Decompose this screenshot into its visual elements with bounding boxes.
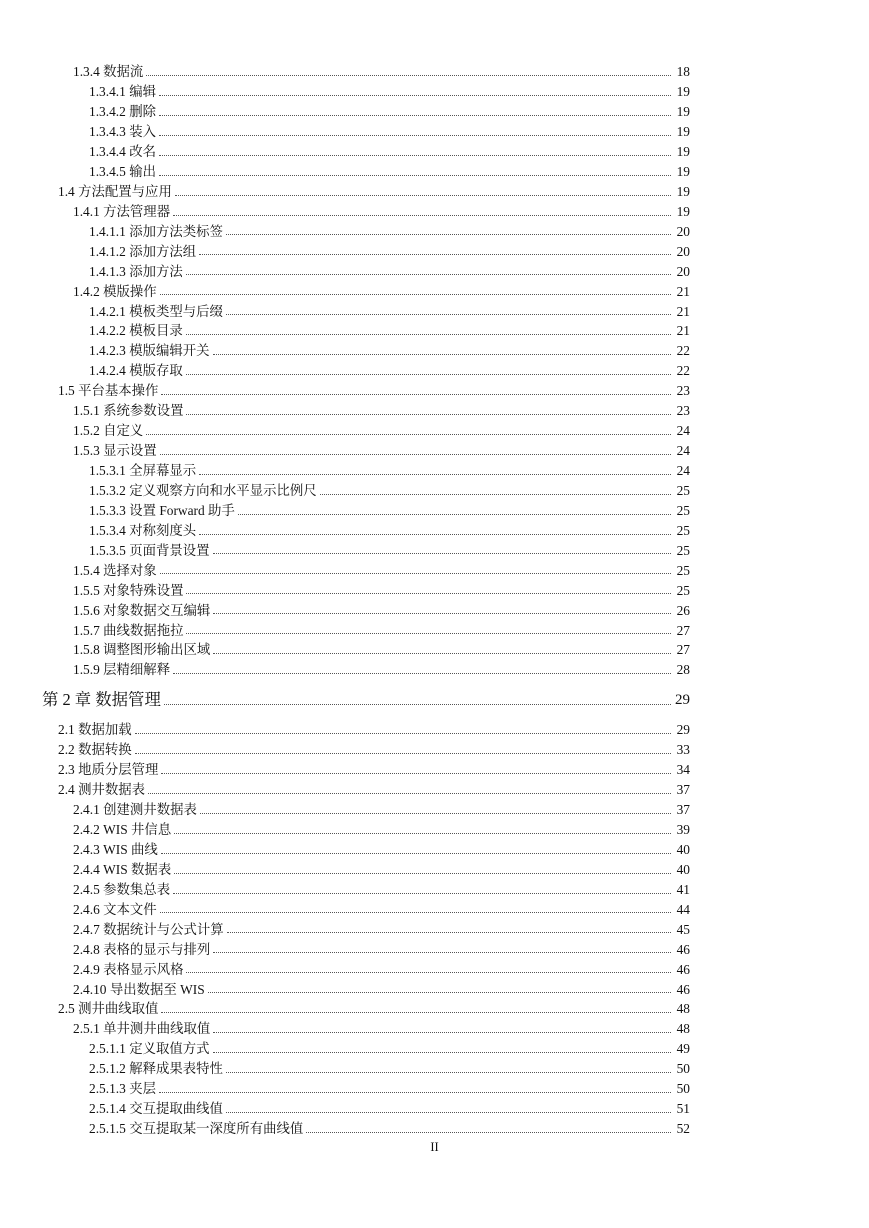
toc-entry-page: 39 bbox=[676, 822, 690, 838]
toc-entry-title: 编辑 bbox=[129, 84, 156, 100]
dot-leader bbox=[213, 1031, 671, 1033]
toc-entry-page: 28 bbox=[676, 662, 690, 678]
toc-entry-title: 定义观察方向和水平显示比例尺 bbox=[129, 482, 317, 498]
toc-entry-page: 20 bbox=[676, 263, 690, 279]
toc-entry[interactable] bbox=[0, 461, 869, 481]
toc-entry-number: 1.5.3.5 bbox=[89, 542, 126, 558]
toc-entry-number: 2.4.8 bbox=[73, 941, 100, 957]
toc-entry[interactable] bbox=[0, 481, 869, 501]
toc-entry[interactable] bbox=[0, 222, 869, 242]
toc-entry-page: 29 bbox=[675, 691, 690, 708]
toc-entry[interactable] bbox=[0, 860, 869, 880]
toc-entry-title: 数据加载 bbox=[78, 722, 132, 738]
toc-entry-title: 测井数据表 bbox=[78, 782, 146, 798]
toc-entry-title: 数据管理 bbox=[95, 689, 161, 709]
toc-entry-title: 对象特殊设置 bbox=[103, 582, 184, 598]
toc-entry-page: 24 bbox=[676, 423, 690, 439]
toc-entry[interactable] bbox=[0, 202, 869, 222]
dot-leader bbox=[213, 652, 671, 654]
toc-entry-page: 25 bbox=[676, 502, 690, 518]
toc-entry-number: 2.4.3 bbox=[73, 841, 100, 857]
dot-leader bbox=[161, 393, 671, 395]
toc-entry-page: 21 bbox=[676, 283, 690, 299]
dot-leader bbox=[135, 732, 671, 734]
toc-entry-title: WIS 曲线 bbox=[103, 841, 158, 857]
dot-leader bbox=[200, 812, 671, 814]
dot-leader bbox=[146, 433, 671, 435]
toc-entry[interactable] bbox=[0, 820, 869, 840]
toc-entry-title: 添加方法组 bbox=[129, 243, 197, 259]
dot-leader bbox=[208, 991, 671, 993]
dot-leader bbox=[161, 852, 671, 854]
dot-leader bbox=[160, 453, 671, 455]
toc-entry[interactable] bbox=[0, 501, 869, 521]
dot-leader bbox=[175, 194, 671, 196]
toc-entry-number: 2.5.1.2 bbox=[89, 1061, 126, 1077]
dot-leader bbox=[160, 293, 671, 295]
toc-entry-page: 23 bbox=[676, 403, 690, 419]
toc-entry-number: 1.4.1.2 bbox=[89, 243, 126, 259]
toc-entry-number: 1.5.3 bbox=[73, 443, 100, 459]
toc-entry[interactable] bbox=[0, 122, 869, 142]
toc-entry[interactable] bbox=[0, 660, 869, 680]
dot-leader bbox=[186, 413, 671, 415]
toc-entry[interactable] bbox=[0, 62, 869, 82]
toc-entry-page: 19 bbox=[676, 104, 690, 120]
toc-entry-page: 19 bbox=[676, 124, 690, 140]
toc-entry-title: 定义取值方式 bbox=[129, 1041, 210, 1057]
toc-entry-page: 27 bbox=[676, 622, 690, 638]
dot-leader bbox=[135, 752, 671, 754]
toc-entry-page: 51 bbox=[676, 1101, 690, 1117]
toc-entry[interactable] bbox=[0, 900, 869, 920]
toc-entry-title: 数据流 bbox=[103, 64, 144, 80]
dot-leader bbox=[159, 174, 671, 176]
toc-entry[interactable] bbox=[0, 82, 869, 102]
toc-entry-title: 方法配置与应用 bbox=[78, 183, 172, 199]
toc-entry-number: 2.1 bbox=[58, 722, 75, 738]
toc-entry-title: 层精细解释 bbox=[103, 662, 171, 678]
toc-entry-number: 1.5.2 bbox=[73, 423, 100, 439]
dot-leader bbox=[306, 1131, 671, 1133]
dot-leader bbox=[159, 154, 671, 156]
toc-entry-title: 交互提取某一深度所有曲线值 bbox=[129, 1121, 304, 1137]
toc-entry-title: 对象数据交互编辑 bbox=[103, 602, 211, 618]
toc-entry-title: 解释成果表特性 bbox=[129, 1061, 223, 1077]
toc-entry-number: 1.5.4 bbox=[73, 562, 100, 578]
toc-entry-number: 1.5.9 bbox=[73, 662, 100, 678]
toc-entry-number: 1.5.3.3 bbox=[89, 502, 126, 518]
dot-leader bbox=[148, 792, 671, 794]
toc-entry-title: 调整图形输出区域 bbox=[103, 642, 211, 658]
toc-entry-page: 48 bbox=[676, 1021, 690, 1037]
toc-entry-page: 50 bbox=[676, 1061, 690, 1077]
toc-entry-page: 24 bbox=[676, 463, 690, 479]
toc-entry-number: 1.3.4.2 bbox=[89, 104, 126, 120]
toc-entry-title: 参数集总表 bbox=[103, 881, 171, 897]
toc-entry-title: 模版存取 bbox=[129, 363, 183, 379]
toc-entry-number: 2.4.9 bbox=[73, 961, 100, 977]
toc-entry-page: 45 bbox=[676, 921, 690, 937]
toc-entry-page: 25 bbox=[676, 522, 690, 538]
toc-entry-page: 19 bbox=[676, 84, 690, 100]
toc-entry-number: 2.5 bbox=[58, 1001, 75, 1017]
dot-leader bbox=[226, 233, 671, 235]
toc-entry-number: 1.4 bbox=[58, 183, 75, 199]
dot-leader bbox=[173, 892, 671, 894]
toc-entry-page: 25 bbox=[676, 562, 690, 578]
dot-leader bbox=[226, 1111, 671, 1113]
toc-entry-page: 46 bbox=[676, 981, 690, 997]
toc-entry[interactable] bbox=[0, 281, 869, 301]
toc-entry-number: 2.4.5 bbox=[73, 881, 100, 897]
dot-leader bbox=[186, 373, 671, 375]
toc-entry-title: 地质分层管理 bbox=[78, 762, 159, 778]
toc-entry[interactable] bbox=[0, 800, 869, 820]
toc-entry-title: 设置 Forward 助手 bbox=[129, 502, 235, 518]
toc-entry[interactable] bbox=[0, 919, 869, 939]
toc-entry-title: 对称刻度头 bbox=[129, 522, 197, 538]
toc-entry-page: 19 bbox=[676, 144, 690, 160]
dot-leader bbox=[213, 951, 671, 953]
toc-entry-title: 导出数据至 WIS bbox=[109, 981, 205, 997]
dot-leader bbox=[199, 253, 671, 255]
toc-entry-page: 26 bbox=[676, 602, 690, 618]
toc-chapter-entry[interactable] bbox=[0, 680, 869, 720]
toc-entry-page: 40 bbox=[676, 861, 690, 877]
toc-entry-number: 2.5.1.5 bbox=[89, 1121, 126, 1137]
toc-entry-number: 2.2 bbox=[58, 742, 75, 758]
toc-entry-page: 48 bbox=[676, 1001, 690, 1017]
dot-leader bbox=[186, 971, 671, 973]
toc-entry-number: 1.4.2.4 bbox=[89, 363, 126, 379]
toc-entry-number: 1.5 bbox=[58, 383, 75, 399]
toc-entry[interactable] bbox=[0, 979, 869, 999]
toc-entry[interactable] bbox=[0, 620, 869, 640]
toc-entry-page: 21 bbox=[676, 323, 690, 339]
dot-leader bbox=[227, 931, 671, 933]
toc-entry[interactable] bbox=[0, 740, 869, 760]
toc-entry-number: 1.4.1 bbox=[73, 203, 100, 219]
toc-entry-number: 2.4.7 bbox=[73, 921, 100, 937]
toc-entry[interactable] bbox=[0, 421, 869, 441]
toc-entry-number: 1.3.4.4 bbox=[89, 144, 126, 160]
toc-entry-title: 创建测井数据表 bbox=[103, 802, 197, 818]
toc-entry-number: 1.5.3.4 bbox=[89, 522, 126, 538]
toc-entry-number: 1.3.4.1 bbox=[89, 84, 126, 100]
dot-leader bbox=[173, 672, 671, 674]
toc-entry[interactable] bbox=[0, 261, 869, 281]
toc-entry-page: 24 bbox=[676, 443, 690, 459]
toc-entry-title: 改名 bbox=[129, 144, 156, 160]
toc-entry-page: 37 bbox=[676, 802, 690, 818]
toc-entry[interactable] bbox=[0, 361, 869, 381]
toc-entry-number: 2.4.6 bbox=[73, 901, 100, 917]
toc-entry[interactable] bbox=[0, 600, 869, 620]
toc-entry-number: 2.4.2 bbox=[73, 822, 100, 838]
toc-entry-title: 模版操作 bbox=[103, 283, 157, 299]
toc-entry-page: 33 bbox=[676, 742, 690, 758]
toc-entry-number: 1.4.2 bbox=[73, 283, 100, 299]
dot-leader bbox=[186, 632, 671, 634]
toc-entry-title: 全屏幕显示 bbox=[129, 463, 197, 479]
toc-entry-page: 25 bbox=[676, 482, 690, 498]
toc-entry[interactable] bbox=[0, 959, 869, 979]
toc-entry[interactable] bbox=[0, 1039, 869, 1059]
toc-entry-number: 2.4 bbox=[58, 782, 75, 798]
toc-entry-page: 34 bbox=[676, 762, 690, 778]
toc-entry-page: 19 bbox=[676, 183, 690, 199]
toc-entry-title: 数据统计与公式计算 bbox=[103, 921, 224, 937]
dot-leader bbox=[226, 1071, 671, 1073]
toc-entry-page: 25 bbox=[676, 582, 690, 598]
toc-entry-page: 22 bbox=[676, 343, 690, 359]
dot-leader bbox=[213, 353, 671, 355]
dot-leader bbox=[159, 114, 671, 116]
toc-entry[interactable] bbox=[0, 142, 869, 162]
toc-entry-page: 37 bbox=[676, 782, 690, 798]
toc-entry-title: 模板目录 bbox=[129, 323, 183, 339]
toc-entry-number: 2.5.1.1 bbox=[89, 1041, 126, 1057]
toc-entry-number: 1.5.3.2 bbox=[89, 482, 126, 498]
toc-entry[interactable] bbox=[0, 560, 869, 580]
toc-entry-page: 46 bbox=[676, 941, 690, 957]
toc-entry[interactable] bbox=[0, 321, 869, 341]
toc-entry-number: 2.3 bbox=[58, 762, 75, 778]
toc-entry[interactable] bbox=[0, 720, 869, 740]
toc-entry-page: 20 bbox=[676, 243, 690, 259]
dot-leader bbox=[199, 473, 671, 475]
dot-leader bbox=[160, 911, 671, 913]
toc-entry-number: 1.4.2.2 bbox=[89, 323, 126, 339]
toc-entry-page: 44 bbox=[676, 901, 690, 917]
toc-entry-title: 模版编辑开关 bbox=[129, 343, 210, 359]
toc-entry-title: 删除 bbox=[129, 104, 156, 120]
toc-entry[interactable] bbox=[0, 182, 869, 202]
toc-entry-page: 41 bbox=[676, 881, 690, 897]
dot-leader bbox=[174, 872, 671, 874]
toc-entry-number: 1.4.2.1 bbox=[89, 303, 126, 319]
dot-leader bbox=[174, 832, 671, 834]
dot-leader bbox=[238, 513, 671, 515]
toc-entry[interactable] bbox=[0, 241, 869, 261]
dot-leader bbox=[161, 1011, 671, 1013]
dot-leader bbox=[213, 612, 671, 614]
toc-entry-title: 显示设置 bbox=[103, 443, 157, 459]
toc-entry-number: 1.3.4.3 bbox=[89, 124, 126, 140]
dot-leader bbox=[186, 333, 671, 335]
toc-entry-title: 页面背景设置 bbox=[129, 542, 210, 558]
toc-entry-title: 装入 bbox=[129, 124, 156, 140]
toc-entry-number: 2.5.1.3 bbox=[89, 1081, 126, 1097]
dot-leader bbox=[213, 1051, 671, 1053]
toc-entry-title: WIS 数据表 bbox=[103, 861, 172, 877]
toc-entry-title: 平台基本操作 bbox=[78, 383, 159, 399]
toc-entry[interactable] bbox=[0, 580, 869, 600]
toc-entry-title: 文本文件 bbox=[103, 901, 157, 917]
dot-leader bbox=[159, 1091, 671, 1093]
toc-entry-number: 2.4.10 bbox=[73, 981, 107, 997]
dot-leader bbox=[146, 74, 671, 76]
toc-entry[interactable] bbox=[0, 780, 869, 800]
dot-leader bbox=[161, 772, 671, 774]
dot-leader bbox=[160, 572, 671, 574]
toc-entry[interactable] bbox=[0, 441, 869, 461]
toc-entry[interactable] bbox=[0, 760, 869, 780]
dot-leader bbox=[173, 214, 671, 216]
toc-entry-number: 2.4.1 bbox=[73, 802, 100, 818]
dot-leader bbox=[159, 94, 671, 96]
dot-leader bbox=[199, 533, 671, 535]
toc-entry-number: 1.5.8 bbox=[73, 642, 100, 658]
dot-leader bbox=[320, 493, 671, 495]
toc-entry-page: 20 bbox=[676, 223, 690, 239]
toc-entry-title: 选择对象 bbox=[103, 562, 157, 578]
toc-entry[interactable] bbox=[0, 541, 869, 561]
dot-leader bbox=[164, 703, 671, 705]
toc-entry[interactable] bbox=[0, 939, 869, 959]
toc-entry-number: 2.5.1.4 bbox=[89, 1101, 126, 1117]
toc-entry-page: 19 bbox=[676, 203, 690, 219]
dot-leader bbox=[159, 134, 671, 136]
toc-entry-page: 27 bbox=[676, 642, 690, 658]
toc-entry-number: 1.4.1.1 bbox=[89, 223, 126, 239]
toc-entry-number: 1.5.3.1 bbox=[89, 463, 126, 479]
toc-entry-title: 输出 bbox=[129, 163, 156, 179]
toc-entry-page: 21 bbox=[676, 303, 690, 319]
toc-entry-page: 52 bbox=[676, 1121, 690, 1137]
toc-entry-number: 1.3.4 bbox=[73, 64, 100, 80]
toc-entry[interactable] bbox=[0, 1099, 869, 1119]
toc-entry-number: 1.3.4.5 bbox=[89, 163, 126, 179]
toc-entry-title: 表格的显示与排列 bbox=[103, 941, 211, 957]
dot-leader bbox=[186, 273, 671, 275]
dot-leader bbox=[186, 592, 671, 594]
toc-entry[interactable] bbox=[0, 640, 869, 660]
toc-entry[interactable] bbox=[0, 1079, 869, 1099]
toc-entry[interactable] bbox=[0, 1119, 869, 1139]
toc-entry[interactable] bbox=[0, 102, 869, 122]
dot-leader bbox=[213, 552, 671, 554]
toc-entry-number: 1.5.1 bbox=[73, 403, 100, 419]
toc-entry-page: 46 bbox=[676, 961, 690, 977]
toc-entry[interactable] bbox=[0, 381, 869, 401]
toc-entry-title: 自定义 bbox=[103, 423, 144, 439]
toc-entry-page: 19 bbox=[676, 163, 690, 179]
toc-entry-page: 22 bbox=[676, 363, 690, 379]
toc-entry[interactable] bbox=[0, 840, 869, 860]
toc-entry-number: 1.4.2.3 bbox=[89, 343, 126, 359]
toc-entry-title: WIS 井信息 bbox=[103, 822, 172, 838]
toc-entry-title: 方法管理器 bbox=[103, 203, 171, 219]
toc-entry-page: 25 bbox=[676, 542, 690, 558]
toc-entry-title: 添加方法类标签 bbox=[129, 223, 223, 239]
toc-entry-page: 18 bbox=[676, 64, 690, 80]
toc-entry-page: 23 bbox=[676, 383, 690, 399]
toc-entry[interactable] bbox=[0, 880, 869, 900]
toc-entry-page: 49 bbox=[676, 1041, 690, 1057]
toc-entry-title: 单井测井曲线取值 bbox=[103, 1021, 211, 1037]
toc-entry-number: 2.4.4 bbox=[73, 861, 100, 877]
toc-entry-number: 2.5.1 bbox=[73, 1021, 100, 1037]
toc-entry-title: 曲线数据拖拉 bbox=[103, 622, 184, 638]
toc-entry-number: 第 2 章 bbox=[42, 689, 92, 709]
toc-entry-title: 系统参数设置 bbox=[103, 403, 184, 419]
toc-entry-number: 1.5.7 bbox=[73, 622, 100, 638]
toc-entry-number: 1.5.5 bbox=[73, 582, 100, 598]
toc-entry-title: 表格显示风格 bbox=[103, 961, 184, 977]
toc-entry[interactable] bbox=[0, 521, 869, 541]
table-of-contents bbox=[0, 62, 869, 1139]
toc-entry-number: 1.5.6 bbox=[73, 602, 100, 618]
toc-entry-page: 50 bbox=[676, 1081, 690, 1097]
toc-entry[interactable] bbox=[0, 162, 869, 182]
toc-entry[interactable] bbox=[0, 401, 869, 421]
toc-entry-page: 29 bbox=[676, 722, 690, 738]
toc-entry-title: 数据转换 bbox=[78, 742, 132, 758]
toc-entry[interactable] bbox=[0, 301, 869, 321]
toc-entry[interactable] bbox=[0, 341, 869, 361]
toc-entry-title: 夹层 bbox=[129, 1081, 156, 1097]
toc-entry-title: 交互提取曲线值 bbox=[129, 1101, 223, 1117]
toc-entry-page: 40 bbox=[676, 841, 690, 857]
page-number: II bbox=[430, 1140, 439, 1154]
toc-entry-title: 模板类型与后缀 bbox=[129, 303, 223, 319]
toc-entry-title: 测井曲线取值 bbox=[78, 1001, 159, 1017]
toc-entry-number: 1.4.1.3 bbox=[89, 263, 126, 279]
toc-entry[interactable] bbox=[0, 1019, 869, 1039]
toc-entry-title: 添加方法 bbox=[129, 263, 183, 279]
dot-leader bbox=[226, 313, 671, 315]
toc-entry[interactable] bbox=[0, 1059, 869, 1079]
toc-entry[interactable] bbox=[0, 999, 869, 1019]
